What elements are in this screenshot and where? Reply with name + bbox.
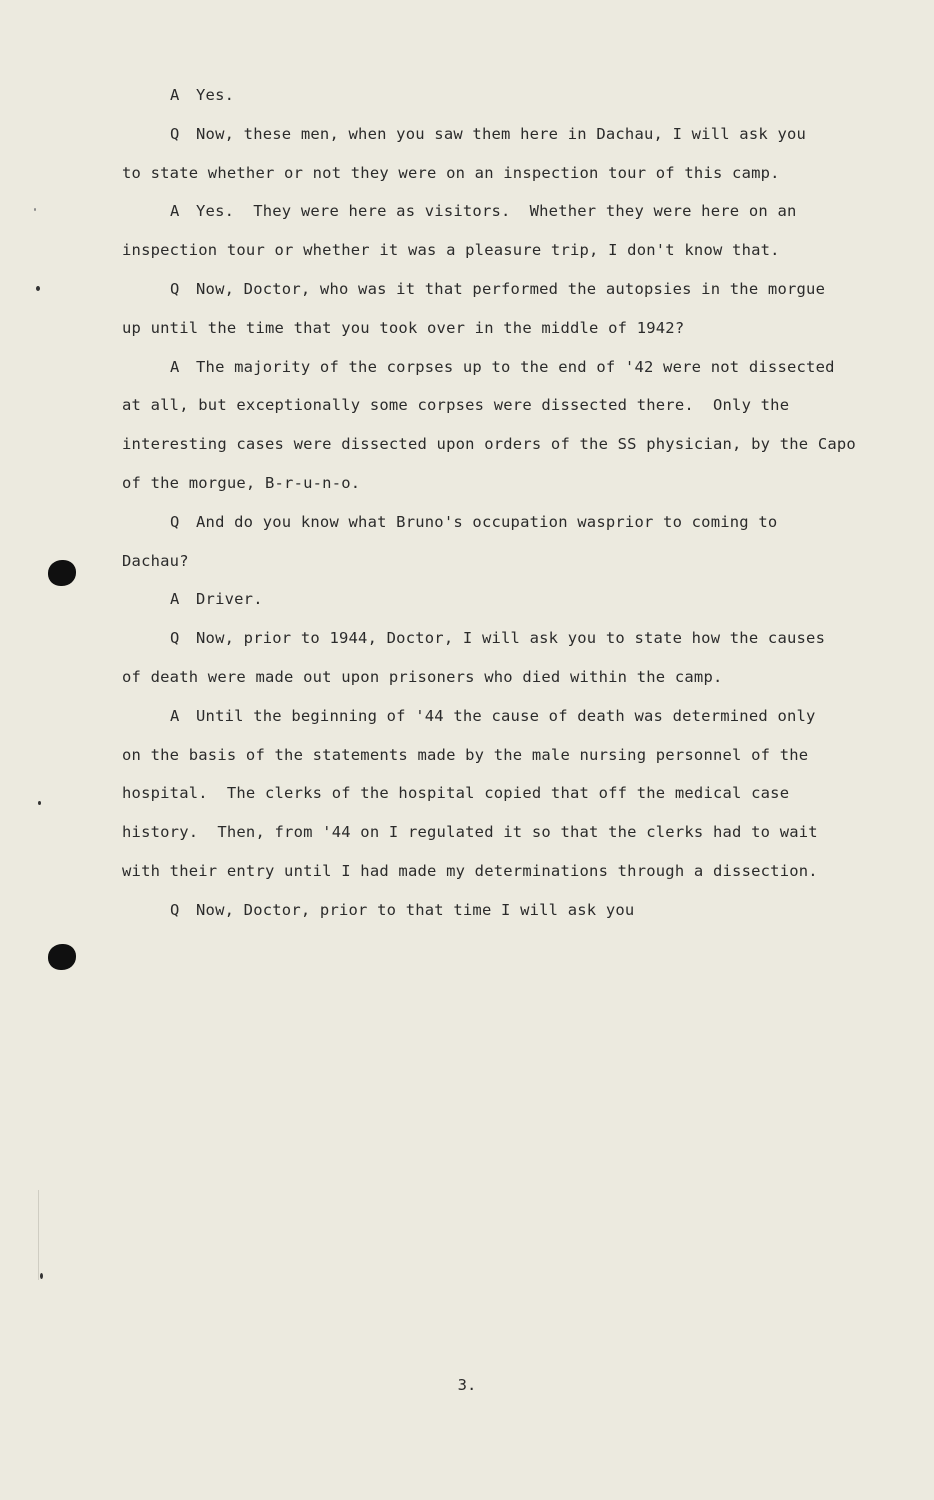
line-text: Now, Doctor, who was it that performed the autopsies in the morgue <box>196 279 826 298</box>
punch-hole-bottom <box>48 944 76 970</box>
transcript-line <box>122 619 882 658</box>
page-number: 3. <box>457 1376 477 1394</box>
speaker-label: A <box>170 202 180 221</box>
speaker-label: Q <box>170 629 180 648</box>
transcript-line: of death were made out upon prisoners who died within the camp. <box>122 667 723 686</box>
transcript-line <box>122 76 882 115</box>
transcript-line <box>122 503 882 542</box>
transcript-body <box>122 76 882 930</box>
line-text: Now, prior to 1944, Doctor, I will ask you to state how the causes <box>196 629 826 648</box>
line-text: Now, Doctor, prior to that time I will ask you <box>196 900 635 919</box>
transcript-line: inspection tour or whether it was a pleasure trip, I don't know that. <box>122 241 780 260</box>
transcript-line: interesting cases were dissected upon orders of the SS physician, by the Capo <box>122 435 856 454</box>
page-edge-line <box>38 1190 39 1280</box>
transcript-line: with their entry until I had made my determinations through a dissection. <box>122 861 818 880</box>
line-text: Yes. They were here as visitors. Whether they were here on an <box>196 202 797 221</box>
transcript-line <box>122 891 882 930</box>
speaker-label: A <box>170 590 180 609</box>
speck-mark <box>40 1273 43 1279</box>
line-text: Yes. <box>196 86 235 104</box>
line-text: Now, these men, when you saw them here in Dachau, I will ask you <box>196 124 807 143</box>
line-text: And do you know what Bruno's occupation wasprior to coming to <box>196 512 778 531</box>
speck-mark <box>34 208 36 211</box>
transcript-line <box>122 192 882 231</box>
speck-mark <box>38 801 41 805</box>
speaker-label: Q <box>170 124 180 143</box>
line-text: Until the beginning of '44 the cause of death was determined only <box>196 706 816 725</box>
speaker-label: Q <box>170 512 180 531</box>
speaker-label: Q <box>170 900 180 919</box>
speck-mark <box>36 286 40 291</box>
transcript-line <box>122 270 882 309</box>
line-text: The majority of the corpses up to the end of '42 were not dissected <box>196 357 835 376</box>
transcript-line <box>122 348 882 387</box>
speaker-label: A <box>170 706 180 725</box>
transcript-line: to state whether or not they were on an inspection tour of this camp. <box>122 163 780 182</box>
transcript-line: history. Then, from '44 on I regulated it so that the clerks had to wait <box>122 823 818 842</box>
speaker-label: A <box>170 357 180 376</box>
transcript-line <box>122 580 882 619</box>
speaker-label: Q <box>170 279 180 298</box>
transcript-line: up until the time that you took over in the middle of 1942? <box>122 318 685 337</box>
transcript-line: Dachau? <box>122 551 189 570</box>
transcript-line <box>122 115 882 154</box>
speaker-label: A <box>170 86 180 104</box>
transcript-line: at all, but exceptionally some corpses were dissected there. Only the <box>122 396 790 415</box>
line-text: Driver. <box>196 590 263 609</box>
transcript-line: on the basis of the statements made by the male nursing personnel of the <box>122 745 809 764</box>
transcript-line <box>122 697 882 736</box>
punch-hole-top <box>48 560 76 586</box>
transcript-line: hospital. The clerks of the hospital copied that off the medical case <box>122 784 790 803</box>
transcript-line: of the morgue, B-r-u-n-o. <box>122 473 361 492</box>
